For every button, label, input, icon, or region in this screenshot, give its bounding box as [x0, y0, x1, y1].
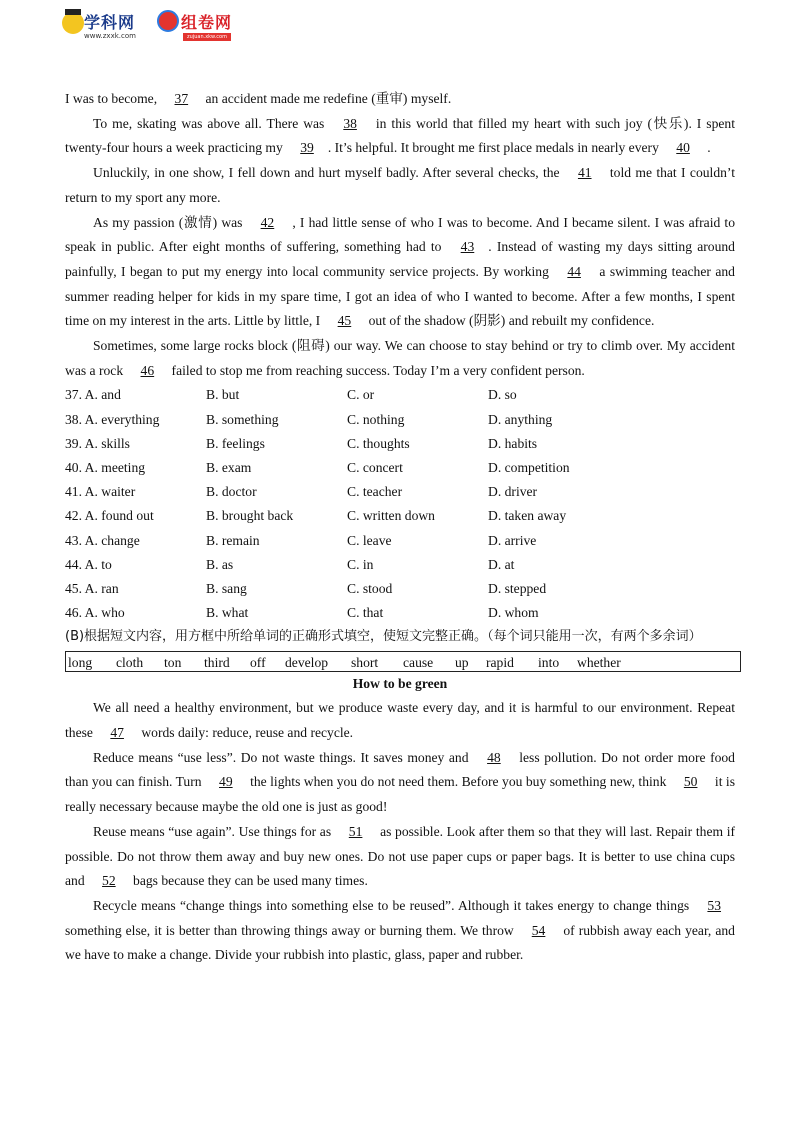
blank-39[interactable]: 39	[300, 140, 314, 156]
blank-45[interactable]: 45	[337, 313, 352, 329]
blank-50[interactable]: 50	[683, 774, 698, 790]
option-a[interactable]: 44. A. to	[65, 556, 112, 572]
option-a[interactable]: 41. A. waiter	[65, 484, 136, 500]
blank-47[interactable]: 47	[110, 725, 124, 741]
option-b[interactable]: B. what	[206, 605, 249, 621]
option-d[interactable]: D. driver	[488, 484, 538, 500]
document-body	[65, 87, 735, 968]
option-b[interactable]: B. sang	[206, 580, 247, 596]
option-c[interactable]: C. in	[347, 556, 374, 572]
option-a[interactable]: 40. A. meeting	[65, 460, 146, 475]
option-b[interactable]: B. exam	[206, 460, 252, 475]
word-bank-item: into	[538, 654, 560, 670]
option-b[interactable]: B. doctor	[206, 484, 257, 500]
option-d[interactable]: D. arrive	[488, 532, 537, 548]
option-b[interactable]: B. feelings	[206, 435, 265, 451]
option-row	[65, 504, 735, 528]
option-a[interactable]: 37. A. and	[65, 387, 121, 403]
option-d[interactable]: D. competition	[488, 460, 570, 475]
word-bank-item: off	[250, 654, 266, 670]
option-b[interactable]: B. brought back	[206, 508, 294, 524]
option-b[interactable]: B. something	[206, 411, 279, 427]
passage-b-paragraph-2: Reduce means “use less”. Do not waste things. It saves money and 48 less pollution. Do not order more food than you can finish. Turn 49 the lights when you do not need them. Before you buy something new, think 50 it is really necessary because maybe the old one is just as good!	[65, 746, 735, 820]
mascot-icon	[62, 12, 84, 34]
option-b[interactable]: B. as	[206, 556, 234, 572]
option-c[interactable]: C. leave	[347, 532, 392, 548]
word-bank-item: short	[351, 654, 379, 670]
blank-54[interactable]: 54	[531, 922, 546, 938]
passage-b-paragraph-3: Reuse means “use again”. Use things for as 51 as possible. Look after them so that they will last. Repair them if possible. Do not throw them away and buy new ones. Do not use paper cups or paper bags. It is better to use china cups and 52 bags because they can be used many times.	[65, 820, 735, 894]
page-header	[62, 8, 322, 48]
blank-43[interactable]: 43	[460, 239, 475, 255]
blank-41[interactable]: 41	[577, 165, 592, 181]
option-a[interactable]: 45. A. ran	[65, 580, 119, 596]
blank-42[interactable]: 42	[260, 214, 275, 230]
option-row	[65, 553, 735, 577]
option-d[interactable]: D. at	[488, 556, 515, 572]
option-c[interactable]: C. or	[347, 387, 375, 403]
word-bank-item: third	[204, 654, 230, 670]
answer-options	[65, 383, 735, 625]
part-b-instruction: (B)根据短文内容，用方框中所给单词的正确形式填空，使短文完整正确。（每个词只能用一次，有两个多余词）	[65, 629, 702, 645]
word-bank-item: develop	[285, 654, 329, 670]
option-row	[65, 383, 735, 407]
blank-44[interactable]: 44	[567, 263, 581, 279]
option-row	[65, 529, 735, 553]
option-row	[65, 577, 735, 601]
zxxk-logo-name: 学科网	[84, 13, 136, 32]
blank-46[interactable]: 46	[140, 362, 155, 378]
option-a[interactable]: 43. A. change	[65, 532, 140, 548]
word-bank-item: rapid	[486, 654, 514, 670]
blank-38[interactable]: 38	[343, 115, 357, 131]
zxxk-logo-url: www.zxxk.com	[84, 32, 136, 40]
zxxk-logo	[62, 10, 144, 46]
option-d[interactable]: D. stepped	[488, 580, 547, 596]
option-row	[65, 601, 735, 625]
blank-49[interactable]: 49	[219, 774, 233, 790]
option-c[interactable]: C. stood	[347, 580, 393, 596]
passage-a-paragraph-3: Unluckily, in one show, I fell down and hurt myself badly. After several checks, the 41 told me that I couldn’t return to my sport any more.	[65, 161, 735, 210]
word-bank-item: long	[68, 654, 93, 670]
blank-53[interactable]: 53	[707, 897, 722, 913]
option-a[interactable]: 39. A. skills	[65, 435, 130, 451]
option-b[interactable]: B. but	[206, 387, 240, 403]
blank-48[interactable]: 48	[487, 749, 501, 765]
option-d[interactable]: D. habits	[488, 435, 538, 451]
option-c[interactable]: C. written down	[347, 508, 435, 524]
passage-b-paragraph-1: We all need a healthy environment, but we produce waste every day, and it is harmful to our environment. Repeat these 47 words daily: reduce, reuse and recycle.	[65, 696, 735, 745]
option-a[interactable]: 46. A. who	[65, 605, 125, 621]
passage-b-paragraph-4: Recycle means “change things into something else to be reused”. Although it takes energy to change things 53 something else, it is better than throwing things away or burning them. We throw 54 of rubbish away each year, and we have to make a change. Divide your rubbish into plastic, glass, paper and rubber.	[65, 894, 735, 968]
option-c[interactable]: C. that	[347, 605, 384, 621]
blank-40[interactable]: 40	[676, 140, 690, 156]
option-d[interactable]: D. whom	[488, 605, 539, 621]
word-bank-item: up	[455, 654, 469, 670]
passage-a-paragraph-1: I was to become, 37 an accident made me redefine (重审) myself.	[65, 87, 735, 112]
passage-a-paragraph-5: Sometimes, some large rocks block (阻碍) our way. We can choose to stay behind or try to climb over. My accident was a rock 46 failed to stop me from reaching success. Today I’m a very confident person.	[65, 334, 735, 383]
blank-52[interactable]: 52	[102, 873, 116, 889]
option-b[interactable]: B. remain	[206, 532, 260, 548]
blank-51[interactable]: 51	[348, 823, 363, 839]
option-d[interactable]: D. anything	[488, 411, 553, 427]
word-bank	[65, 651, 741, 672]
option-row	[65, 432, 735, 456]
option-row	[65, 408, 735, 432]
option-d[interactable]: D. taken away	[488, 508, 567, 524]
passage-b-title: How to be green	[352, 675, 448, 691]
option-a[interactable]: 38. A. everything	[65, 411, 160, 427]
passage-a-paragraph-2: To me, skating was above all. There was 38 in this world that filled my heart with such joy (快乐). I spent twenty-four hours a week practicing my 39 . It’s helpful. It brought me first place medals in nearly every 40 .	[65, 112, 735, 161]
zujuan-logo-name: 组卷网	[181, 13, 233, 32]
word-bank-item: cause	[403, 654, 434, 670]
option-a[interactable]: 42. A. found out	[65, 508, 154, 524]
option-row	[65, 480, 735, 504]
word-bank-item: ton	[164, 654, 182, 670]
blank-37[interactable]: 37	[174, 91, 189, 106]
zujuan-logo-tag: zujuan.xkw.com	[183, 33, 231, 41]
zujuan-mascot-icon	[157, 10, 179, 32]
option-row	[65, 456, 735, 480]
option-c[interactable]: C. nothing	[347, 411, 405, 427]
zujuan-logo	[157, 10, 297, 46]
option-c[interactable]: C. thoughts	[347, 435, 410, 451]
option-c[interactable]: C. concert	[347, 460, 403, 475]
passage-a-paragraph-4: As my passion (激情) was 42 , I had little sense of who I was to become. And I became silent. I was afraid to speak in public. After eight months of suffering, something had to 43 . Instead of wasting my days sitting around painfully, I began to put my energy into local community service projects. By working 44 a swimming teacher and summer reading helper for kids in my spare time, I got an idea of who I wanted to become. After a few months, I spent time on my interest in the arts. Little by little, I 45 out of the shadow (阴影) and rebuilt my confidence.	[65, 211, 735, 335]
word-bank-item: cloth	[116, 654, 144, 670]
option-d[interactable]: D. so	[488, 387, 517, 403]
option-c[interactable]: C. teacher	[347, 484, 403, 500]
word-bank-item: whether	[577, 654, 621, 670]
